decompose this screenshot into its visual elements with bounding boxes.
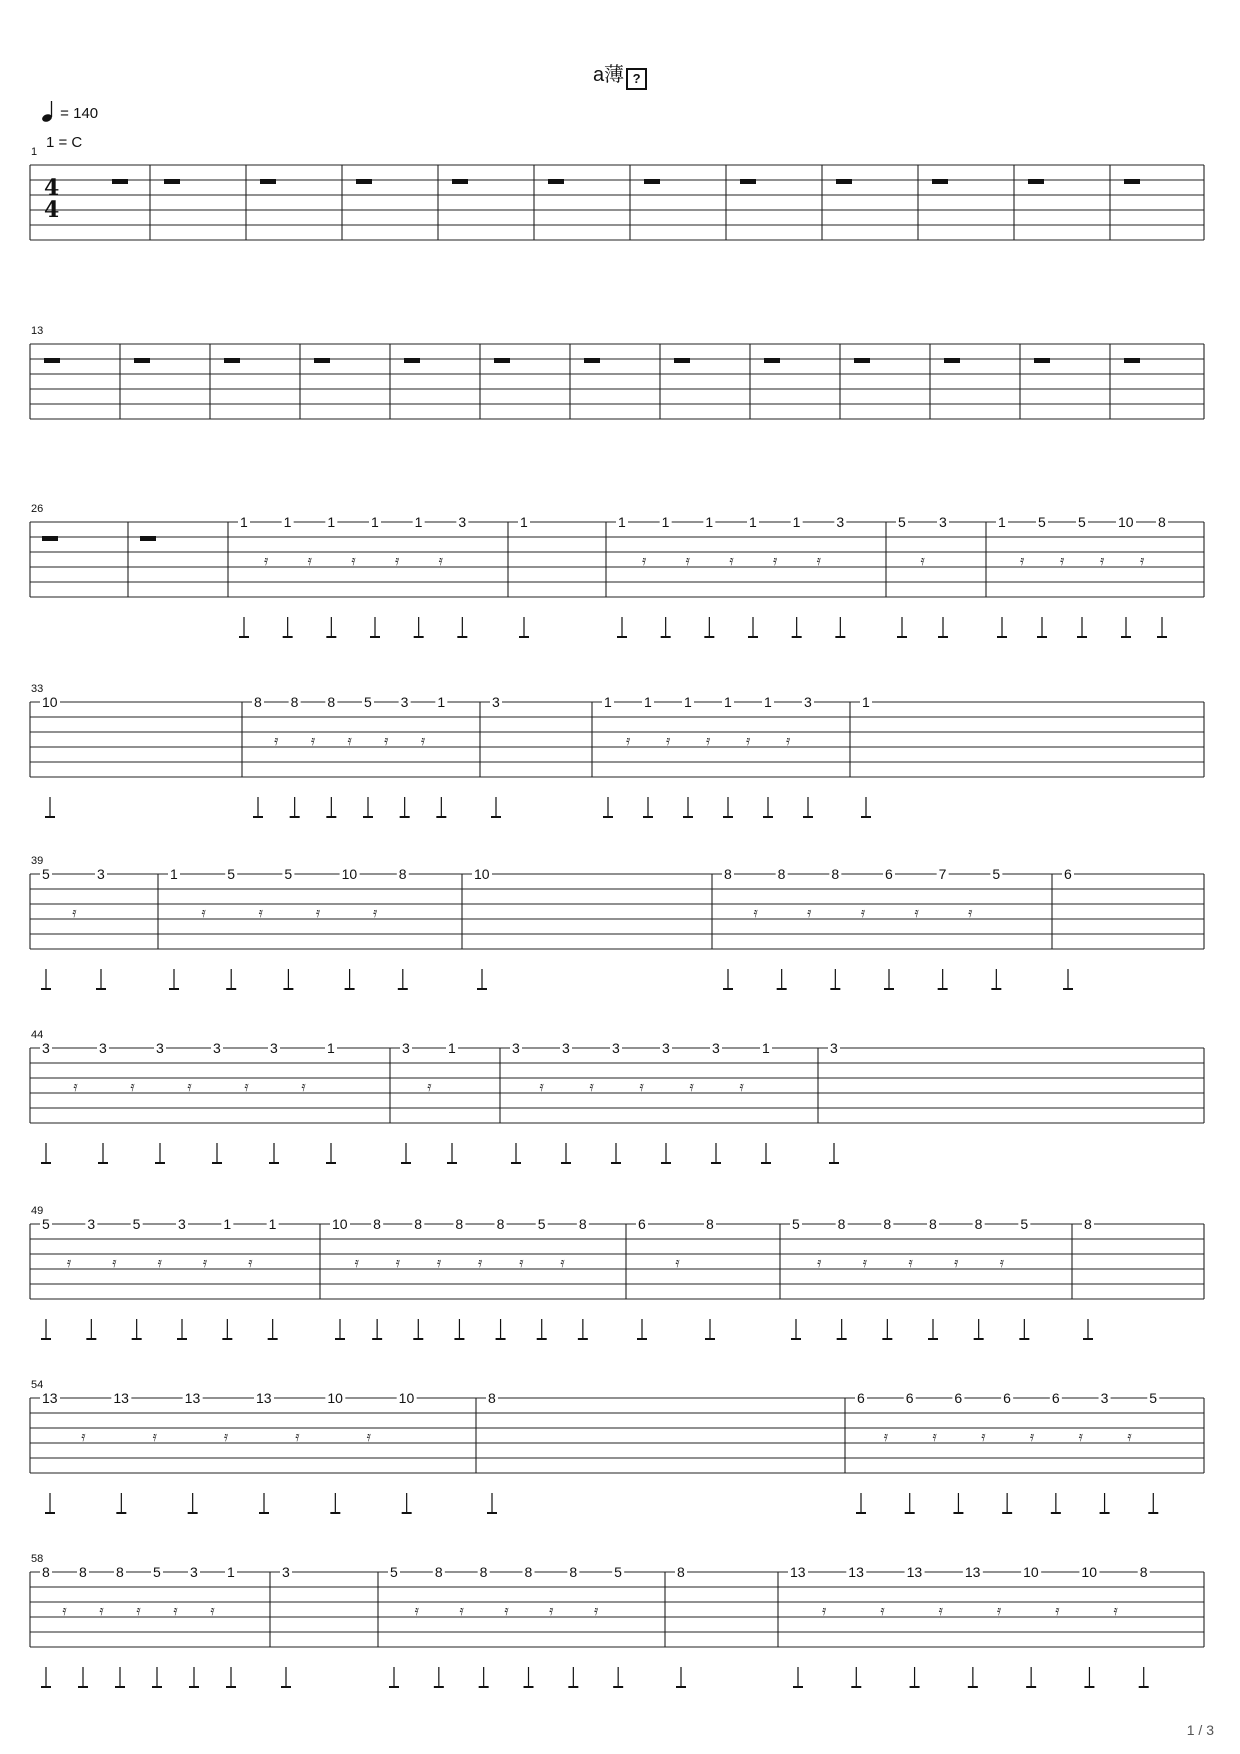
- whole-rest: [1034, 358, 1050, 363]
- sixteenth-rest: 𝄿: [310, 733, 316, 749]
- fret-number: 8: [398, 866, 407, 882]
- sixteenth-rest: 𝄿: [504, 1603, 509, 1619]
- time-signature-top: 4: [44, 175, 60, 201]
- fret-number: 3: [712, 1040, 720, 1056]
- sixteenth-rest: 𝄿: [99, 1603, 104, 1619]
- fret-number: 3: [939, 514, 947, 530]
- sixteenth-rest: 𝄿: [642, 553, 647, 569]
- fret-number: 3: [662, 1040, 670, 1056]
- sixteenth-rest: 𝄿: [999, 1255, 1005, 1271]
- fret-number: 8: [883, 1216, 892, 1232]
- fret-number: 8: [974, 1216, 983, 1232]
- sixteenth-rest: 𝄿: [981, 1429, 986, 1445]
- fret-number: 3: [99, 1040, 107, 1056]
- sixteenth-rest: 𝄿: [347, 733, 352, 749]
- fret-number: 10: [1118, 514, 1134, 530]
- sixteenth-rest: 𝄿: [210, 1603, 215, 1619]
- sixteenth-rest: 𝄿: [593, 1603, 599, 1619]
- fret-number: 10: [398, 1390, 415, 1406]
- sixteenth-rest: 𝄿: [187, 1079, 192, 1095]
- fret-number: 5: [42, 1216, 50, 1232]
- sixteenth-rest: 𝄿: [822, 1603, 827, 1619]
- fret-number: 5: [153, 1564, 161, 1580]
- sixteenth-rest: 𝄿: [560, 1255, 565, 1271]
- sixteenth-rest: 𝄿: [315, 905, 321, 921]
- fret-number: 8: [524, 1564, 533, 1580]
- fret-number: 3: [270, 1040, 278, 1056]
- fret-number: 13: [113, 1390, 129, 1406]
- fret-number: 1: [227, 1564, 235, 1580]
- sixteenth-rest: 𝄿: [914, 905, 919, 921]
- fret-number: 3: [458, 514, 467, 530]
- sixteenth-rest: 𝄿: [816, 553, 821, 569]
- sixteenth-rest: 𝄿: [414, 1603, 419, 1619]
- title-text: a薄: [592, 64, 625, 86]
- fret-number: 5: [390, 1564, 398, 1580]
- fret-number: 3: [804, 694, 812, 710]
- fret-number: 6: [1064, 866, 1072, 882]
- fret-number: 1: [283, 514, 292, 530]
- sixteenth-rest: 𝄿: [706, 733, 711, 749]
- sixteenth-rest: 𝄿: [438, 553, 443, 569]
- fret-number: 5: [792, 1216, 800, 1232]
- measure-number: 33: [31, 683, 44, 695]
- fret-number: 8: [373, 1216, 381, 1232]
- fret-number: 5: [1038, 514, 1046, 530]
- whole-rest: [134, 358, 150, 363]
- sixteenth-rest: 𝄿: [354, 1255, 359, 1271]
- sixteenth-rest: 𝄿: [436, 1255, 442, 1271]
- fret-number: 3: [42, 1040, 50, 1056]
- sixteenth-rest: 𝄿: [136, 1603, 141, 1619]
- fret-number: 1: [749, 514, 757, 530]
- fret-number: 1: [170, 866, 178, 882]
- sixteenth-rest: 𝄿: [883, 1429, 889, 1445]
- fret-number: 8: [414, 1216, 423, 1232]
- fret-number: 13: [42, 1390, 58, 1406]
- fret-number: 5: [227, 866, 235, 882]
- sixteenth-rest: 𝄿: [817, 1255, 822, 1271]
- sixteenth-rest: 𝄿: [807, 905, 812, 921]
- sixteenth-rest: 𝄿: [384, 733, 389, 749]
- sixteenth-rest: 𝄿: [519, 1255, 524, 1271]
- fret-number: 8: [1139, 1564, 1148, 1580]
- fret-number: 8: [42, 1564, 50, 1580]
- fret-number: 3: [213, 1040, 221, 1056]
- whole-rest: [452, 179, 468, 184]
- fret-number: 8: [578, 1216, 587, 1232]
- fret-number: 10: [341, 866, 358, 882]
- fret-number: 8: [479, 1564, 488, 1580]
- fret-number: 6: [905, 1390, 914, 1406]
- fret-number: 8: [327, 694, 336, 710]
- sixteenth-rest: 𝄿: [1100, 553, 1105, 569]
- whole-rest: [140, 536, 156, 541]
- fret-number: 1: [762, 1040, 770, 1056]
- sixteenth-rest: 𝄿: [478, 1255, 483, 1271]
- fret-number: 6: [885, 866, 893, 882]
- whole-rest: [740, 179, 756, 184]
- sixteenth-rest: 𝄿: [753, 905, 758, 921]
- sixteenth-rest: 𝄿: [201, 905, 206, 921]
- whole-rest: [224, 358, 240, 363]
- fret-number: 1: [448, 1040, 456, 1056]
- measure-number: 44: [31, 1029, 44, 1041]
- tempo-value: = 140: [60, 105, 99, 122]
- fret-number: 1: [437, 694, 446, 710]
- fret-number: 8: [929, 1216, 937, 1232]
- fret-number: 1: [862, 694, 870, 710]
- sixteenth-rest: 𝄿: [1078, 1429, 1083, 1445]
- whole-rest: [548, 179, 564, 184]
- fret-number: 3: [562, 1040, 570, 1056]
- whole-rest: [42, 536, 58, 541]
- whole-rest: [836, 179, 852, 184]
- fret-number: 5: [898, 514, 906, 530]
- sixteenth-rest: 𝄿: [938, 1603, 943, 1619]
- fret-number: 8: [496, 1216, 505, 1232]
- sixteenth-rest: 𝄿: [72, 905, 77, 921]
- fret-number: 1: [998, 514, 1006, 530]
- sixteenth-rest: 𝄿: [729, 553, 734, 569]
- whole-rest: [944, 358, 960, 363]
- sixteenth-rest: 𝄿: [1113, 1603, 1118, 1619]
- sixteenth-rest: 𝄿: [549, 1603, 554, 1619]
- fret-number: 5: [1020, 1216, 1029, 1232]
- fret-number: 5: [537, 1216, 546, 1232]
- sixteenth-rest: 𝄿: [152, 1429, 157, 1445]
- fret-number: 5: [992, 866, 1001, 882]
- fret-number: 1: [661, 514, 670, 530]
- fret-number: 5: [614, 1564, 622, 1580]
- fret-number: 6: [857, 1390, 865, 1406]
- fret-number: 1: [520, 514, 528, 530]
- sixteenth-rest: 𝄿: [920, 553, 925, 569]
- sixteenth-rest: 𝄿: [395, 1255, 401, 1271]
- fret-number: 1: [327, 514, 336, 530]
- fret-number: 3: [178, 1216, 186, 1232]
- fret-number: 8: [1084, 1216, 1092, 1232]
- fret-number: 7: [938, 866, 947, 882]
- fret-number: 13: [848, 1564, 864, 1580]
- fret-number: 3: [492, 694, 500, 710]
- sixteenth-rest: 𝄿: [773, 553, 778, 569]
- fret-number: 1: [618, 514, 626, 530]
- fret-number: 8: [455, 1216, 464, 1232]
- fret-number: 8: [1158, 514, 1166, 530]
- sixteenth-rest: 𝄿: [258, 905, 263, 921]
- measure-number: 1: [31, 146, 38, 158]
- fret-number: 3: [156, 1040, 164, 1056]
- fret-number: 3: [282, 1564, 290, 1580]
- sixteenth-rest: 𝄿: [685, 553, 690, 569]
- fret-number: 3: [97, 866, 105, 882]
- whole-rest: [260, 179, 276, 184]
- fret-number: 1: [644, 694, 652, 710]
- fret-number: 1: [268, 1216, 277, 1232]
- sixteenth-rest: 𝄿: [739, 1079, 744, 1095]
- fret-number: 1: [705, 514, 714, 530]
- measure-number: 26: [31, 503, 44, 515]
- page-number: 1 / 3: [1186, 1722, 1214, 1738]
- sixteenth-rest: 𝄿: [130, 1079, 135, 1095]
- fret-number: 8: [706, 1216, 714, 1232]
- sixteenth-rest: 𝄿: [395, 553, 400, 569]
- fret-number: 5: [284, 866, 293, 882]
- sixteenth-rest: 𝄿: [427, 1079, 432, 1095]
- fret-number: 6: [1051, 1390, 1060, 1406]
- fret-number: 8: [837, 1216, 846, 1232]
- sixteenth-rest: 𝄿: [295, 1429, 300, 1445]
- fret-number: 3: [402, 1040, 410, 1056]
- whole-rest: [494, 358, 510, 363]
- sixteenth-rest: 𝄿: [202, 1255, 208, 1271]
- measure-number: 58: [31, 1553, 44, 1565]
- sixteenth-rest: 𝄿: [908, 1255, 913, 1271]
- fret-number: 13: [790, 1564, 806, 1580]
- sixteenth-rest: 𝄿: [996, 1603, 1002, 1619]
- sixteenth-rest: 𝄿: [301, 1079, 306, 1095]
- measure-number: 49: [31, 1205, 44, 1217]
- fret-number: 1: [792, 514, 801, 530]
- fret-number: 8: [831, 866, 840, 882]
- fret-number: 8: [777, 866, 786, 882]
- unknown-glyph-box: ?: [626, 68, 647, 90]
- whole-rest: [164, 179, 180, 184]
- fret-number: 3: [190, 1564, 198, 1580]
- fret-number: 6: [954, 1390, 963, 1406]
- fret-number: 6: [638, 1216, 646, 1232]
- sixteenth-rest: 𝄿: [954, 1255, 959, 1271]
- sixteenth-rest: 𝄿: [81, 1429, 86, 1445]
- sixteenth-rest: 𝄿: [860, 905, 866, 921]
- fret-number: 6: [1003, 1390, 1011, 1406]
- measure-number: 39: [31, 855, 44, 867]
- sixteenth-rest: 𝄿: [351, 553, 356, 569]
- whole-rest: [314, 358, 330, 363]
- sixteenth-rest: 𝄿: [968, 905, 973, 921]
- sixteenth-rest: 𝄿: [366, 1429, 371, 1445]
- measure-number: 13: [31, 325, 44, 337]
- fret-number: 8: [677, 1564, 685, 1580]
- fret-number: 8: [724, 866, 732, 882]
- fret-number: 8: [434, 1564, 443, 1580]
- fret-number: 5: [364, 694, 372, 710]
- whole-rest: [1028, 179, 1044, 184]
- fret-number: 3: [612, 1040, 620, 1056]
- sixteenth-rest: 𝄿: [880, 1603, 885, 1619]
- fret-number: 10: [474, 866, 490, 882]
- fret-number: 13: [184, 1390, 201, 1406]
- sixteenth-rest: 𝄿: [73, 1079, 78, 1095]
- fret-number: 5: [42, 866, 50, 882]
- sixteenth-rest: 𝄿: [862, 1255, 868, 1271]
- whole-rest: [674, 358, 690, 363]
- sixteenth-rest: 𝄿: [223, 1429, 229, 1445]
- fret-number: 5: [1078, 514, 1086, 530]
- sixteenth-rest: 𝄿: [1029, 1429, 1035, 1445]
- fret-number: 13: [906, 1564, 923, 1580]
- fret-number: 1: [223, 1216, 232, 1232]
- fret-number: 8: [254, 694, 262, 710]
- fret-number: 8: [290, 694, 299, 710]
- fret-number: 1: [684, 694, 692, 710]
- fret-number: 10: [42, 694, 58, 710]
- time-signature-bottom: 4: [44, 197, 60, 223]
- whole-rest: [854, 358, 870, 363]
- sixteenth-rest: 𝄿: [746, 733, 751, 749]
- sixteenth-rest: 𝄿: [62, 1603, 67, 1619]
- sixteenth-rest: 𝄿: [157, 1255, 162, 1271]
- whole-rest: [644, 179, 660, 184]
- whole-rest: [112, 179, 128, 184]
- whole-rest: [44, 358, 60, 363]
- fret-number: 8: [116, 1564, 124, 1580]
- sixteenth-rest: 𝄿: [307, 553, 312, 569]
- whole-rest: [1124, 179, 1140, 184]
- fret-number: 1: [240, 514, 248, 530]
- fret-number: 10: [1081, 1564, 1098, 1580]
- fret-number: 3: [87, 1216, 96, 1232]
- sixteenth-rest: 𝄿: [1127, 1429, 1132, 1445]
- sixteenth-rest: 𝄿: [66, 1255, 72, 1271]
- sixteenth-rest: 𝄿: [274, 733, 279, 749]
- sixteenth-rest: 𝄿: [1140, 553, 1145, 569]
- sixteenth-rest: 𝄿: [459, 1603, 464, 1619]
- sixteenth-rest: 𝄿: [1060, 553, 1065, 569]
- sixteenth-rest: 𝄿: [666, 733, 671, 749]
- sixteenth-rest: 𝄿: [244, 1079, 249, 1095]
- sixteenth-rest: 𝄿: [112, 1255, 117, 1271]
- fret-number: 3: [400, 694, 409, 710]
- sixteenth-rest: 𝄿: [173, 1603, 178, 1619]
- sixteenth-rest: 𝄿: [626, 733, 631, 749]
- fret-number: 13: [964, 1564, 981, 1580]
- whole-rest: [764, 358, 780, 363]
- fret-number: 3: [836, 514, 845, 530]
- fret-number: 1: [604, 694, 612, 710]
- fret-number: 10: [327, 1390, 343, 1406]
- sixteenth-rest: 𝄿: [420, 733, 426, 749]
- sixteenth-rest: 𝄿: [932, 1429, 937, 1445]
- fret-number: 3: [830, 1040, 838, 1056]
- measure-number: 54: [31, 1379, 44, 1391]
- sixteenth-rest: 𝄿: [786, 733, 791, 749]
- whole-rest: [404, 358, 420, 363]
- fret-number: 1: [764, 694, 772, 710]
- fret-number: 10: [1023, 1564, 1039, 1580]
- fret-number: 3: [1100, 1390, 1109, 1406]
- fret-number: 10: [332, 1216, 348, 1232]
- whole-rest: [584, 358, 600, 363]
- sixteenth-rest: 𝄿: [589, 1079, 594, 1095]
- sixteenth-rest: 𝄿: [264, 553, 269, 569]
- whole-rest: [1124, 358, 1140, 363]
- fret-number: 5: [1149, 1390, 1158, 1406]
- fret-number: 1: [327, 1040, 335, 1056]
- sixteenth-rest: 𝄿: [539, 1079, 544, 1095]
- fret-number: 8: [79, 1564, 87, 1580]
- fret-number: 3: [512, 1040, 520, 1056]
- sixteenth-rest: 𝄿: [675, 1255, 680, 1271]
- sixteenth-rest: 𝄿: [689, 1079, 694, 1095]
- fret-number: 13: [256, 1390, 272, 1406]
- sixteenth-rest: 𝄿: [639, 1079, 644, 1095]
- fret-number: 8: [569, 1564, 578, 1580]
- fret-number: 8: [488, 1390, 496, 1406]
- fret-number: 1: [724, 694, 732, 710]
- fret-number: 5: [132, 1216, 141, 1232]
- whole-rest: [356, 179, 372, 184]
- sixteenth-rest: 𝄿: [248, 1255, 253, 1271]
- fret-number: 1: [371, 514, 379, 530]
- fret-number: 1: [414, 514, 423, 530]
- sixteenth-rest: 𝄿: [373, 905, 378, 921]
- key-signature-label: 1 = C: [46, 134, 83, 151]
- whole-rest: [932, 179, 948, 184]
- sixteenth-rest: 𝄿: [1020, 553, 1025, 569]
- sixteenth-rest: 𝄿: [1055, 1603, 1060, 1619]
